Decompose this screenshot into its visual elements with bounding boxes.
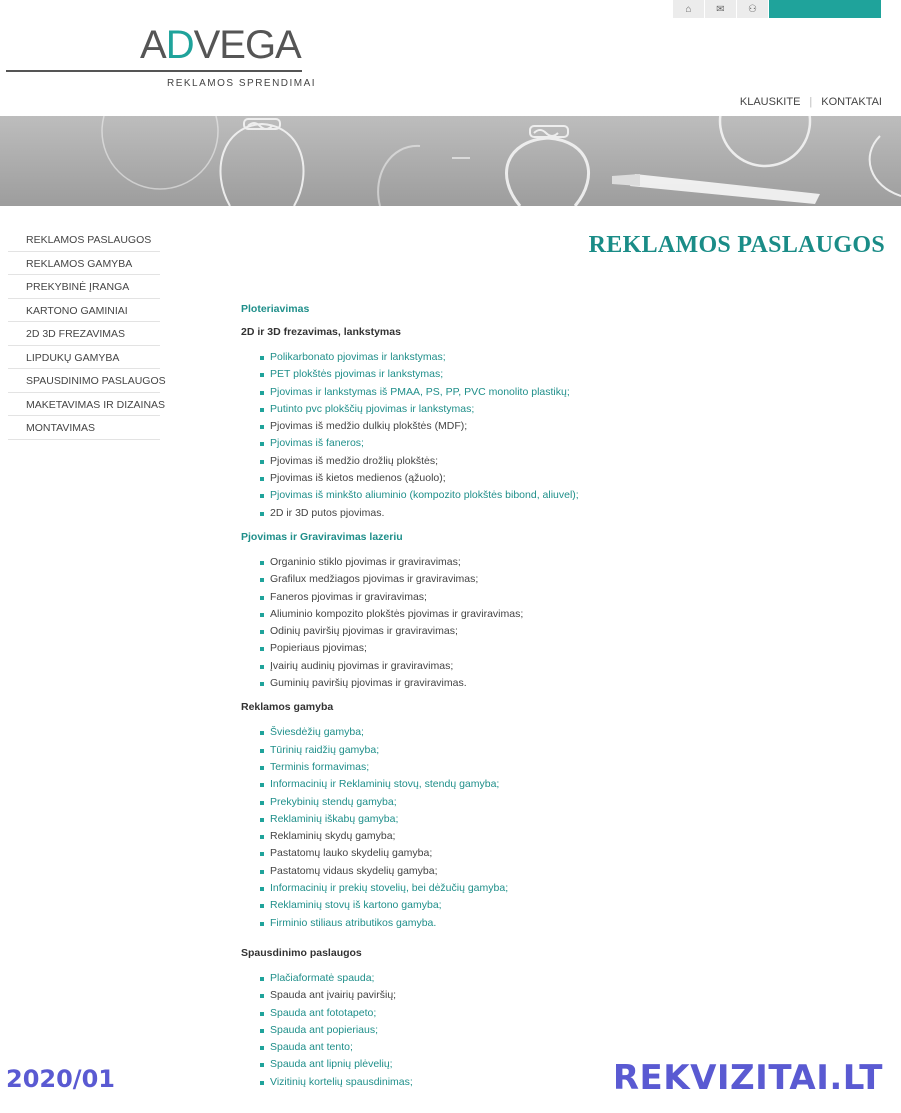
sitemap-icon[interactable]: ⚇ bbox=[737, 0, 769, 18]
sidebar-item-prekybine-iranga[interactable]: PREKYBINĖ ĮRANGA bbox=[8, 275, 160, 299]
sidebar-item-reklamos-gamyba[interactable]: REKLAMOS GAMYBA bbox=[8, 252, 160, 276]
top-accent-bar bbox=[769, 0, 881, 18]
list-item[interactable]: Terminis formavimas; bbox=[258, 759, 801, 776]
list-item[interactable]: Reklaminių stovų iš kartono gamyba; bbox=[258, 897, 801, 914]
lazeris-list bbox=[241, 554, 801, 692]
list-item: Faneros pjovimas ir graviravimas; bbox=[258, 589, 801, 606]
list-item[interactable]: Polikarbonato pjovimas ir lankstymas; bbox=[258, 349, 801, 366]
list-item[interactable]: Putinto pvc plokščių pjovimas ir lankstymas; bbox=[258, 401, 801, 418]
list-item[interactable]: Pjovimas iš faneros; bbox=[258, 435, 801, 452]
list-item[interactable]: Šviesdėžių gamyba; bbox=[258, 724, 801, 741]
list-item: Pastatomų vidaus skydelių gamyba; bbox=[258, 863, 801, 880]
frezavimas-list bbox=[241, 349, 801, 522]
list-item: Aliuminio kompozito plokštės pjovimas ir graviravimas; bbox=[258, 606, 801, 623]
list-item: Pjovimas iš kietos medienos (ąžuolo); bbox=[258, 470, 801, 487]
list-item[interactable]: Firminio stiliaus atributikos gamyba. bbox=[258, 915, 801, 932]
mail-icon[interactable]: ✉ bbox=[705, 0, 737, 18]
list-item[interactable]: Pjovimas iš minkšto aliuminio (kompozito plokštės bibond, aliuvel); bbox=[258, 487, 801, 504]
list-item: Įvairių audinių pjovimas ir graviravimas; bbox=[258, 658, 801, 675]
section-frezavimas-title: 2D ir 3D frezavimas, lankstymas bbox=[241, 326, 401, 338]
nav-contacts-link[interactable]: KONTAKTAI bbox=[821, 96, 882, 108]
top-toolbar bbox=[673, 0, 881, 18]
list-item: Organinio stiklo pjovimas ir graviravimas; bbox=[258, 554, 801, 571]
list-item[interactable]: Spauda ant popieriaus; bbox=[258, 1022, 801, 1039]
list-item[interactable]: Tūrinių raidžių gamyba; bbox=[258, 742, 801, 759]
list-item[interactable]: Pjovimas ir lankstymas iš PMAA, PS, PP, PVC monolito plastikų; bbox=[258, 384, 801, 401]
section-gamyba-title: Reklamos gamyba bbox=[241, 701, 334, 714]
main-content bbox=[241, 301, 801, 1098]
list-item: Pjovimas iš medžio drožlių plokštės; bbox=[258, 453, 801, 470]
list-item[interactable]: Plačiaformatė spauda; bbox=[258, 970, 801, 987]
sidebar-item-lipduku-gamyba[interactable]: LIPDUKŲ GAMYBA bbox=[8, 346, 160, 370]
nav-separator: | bbox=[809, 96, 813, 108]
sidebar-item-frezavimas[interactable]: 2D 3D FREZAVIMAS bbox=[8, 322, 160, 346]
list-item[interactable]: PET plokštės pjovimas ir lankstymas; bbox=[258, 366, 801, 383]
logo-underline bbox=[6, 70, 302, 72]
gamyba-list bbox=[241, 724, 801, 932]
sidebar-item-kartono-gaminiai[interactable]: KARTONO GAMINIAI bbox=[8, 299, 160, 323]
list-item[interactable]: Spauda ant lipnių plėvelių; bbox=[258, 1056, 801, 1073]
lightbulb-banner-image bbox=[0, 116, 901, 206]
list-item[interactable]: Spauda ant fototapeto; bbox=[258, 1005, 801, 1022]
page-title: REKLAMOS PASLAUGOS bbox=[588, 232, 885, 258]
logo-tagline: REKLAMOS SPRENDIMAI bbox=[167, 78, 317, 89]
logo[interactable]: ADVEGA bbox=[140, 23, 301, 67]
list-item: Pastatomų lauko skydelių gamyba; bbox=[258, 845, 801, 862]
sidebar-item-spausdinimo-paslaugos[interactable]: SPAUSDINIMO PASLAUGOS bbox=[8, 369, 160, 393]
list-item[interactable]: Informacinių ir prekių stovelių, bei dėžučių gamyba; bbox=[258, 880, 801, 897]
list-item[interactable]: Prekybinių stendų gamyba; bbox=[258, 794, 801, 811]
section-spausdinimas-title: Spausdinimo paslaugos bbox=[241, 946, 362, 959]
top-nav bbox=[740, 96, 882, 108]
home-icon[interactable]: ⌂ bbox=[673, 0, 705, 18]
section-lazeris-link[interactable]: Pjovimas ir Graviravimas lazeriu bbox=[241, 530, 403, 543]
list-item: Popieriaus pjovimas; bbox=[258, 640, 801, 657]
list-item[interactable]: Reklaminių iškabų gamyba; bbox=[258, 811, 801, 828]
section-ploteriavimas-link[interactable]: Ploteriavimas bbox=[241, 303, 310, 315]
list-item: Reklaminių skydų gamyba; bbox=[258, 828, 801, 845]
list-item: Odinių paviršių pjovimas ir graviravimas; bbox=[258, 623, 801, 640]
list-item[interactable]: Informacinių ir Reklaminių stovų, stendų gamyba; bbox=[258, 776, 801, 793]
sidebar-nav bbox=[8, 228, 166, 440]
watermark-site: REKVIZITAI.LT bbox=[612, 1058, 883, 1098]
list-item[interactable]: Spauda ant tento; bbox=[258, 1039, 801, 1056]
sidebar-item-montavimas[interactable]: MONTAVIMAS bbox=[8, 416, 160, 440]
list-item: Guminių paviršių pjovimas ir graviravimas. bbox=[258, 675, 801, 692]
sidebar-item-reklamos-paslaugos[interactable]: REKLAMOS PASLAUGOS bbox=[8, 228, 160, 252]
list-item: 2D ir 3D putos pjovimas. bbox=[258, 505, 801, 522]
sidebar-item-maketavimas[interactable]: MAKETAVIMAS IR DIZAINAS bbox=[8, 393, 160, 417]
watermark-date: 2020/01 bbox=[6, 1065, 115, 1093]
list-item: Pjovimas iš medžio dulkių plokštės (MDF); bbox=[258, 418, 801, 435]
hero-banner bbox=[0, 116, 901, 206]
list-item[interactable]: Vizitinių kortelių spausdinimas; bbox=[258, 1074, 801, 1091]
list-item: Spauda ant įvairių paviršių; bbox=[258, 987, 801, 1004]
list-item: Grafilux medžiagos pjovimas ir graviravimas; bbox=[258, 571, 801, 588]
nav-ask-link[interactable]: KLAUSKITE bbox=[739, 96, 801, 108]
